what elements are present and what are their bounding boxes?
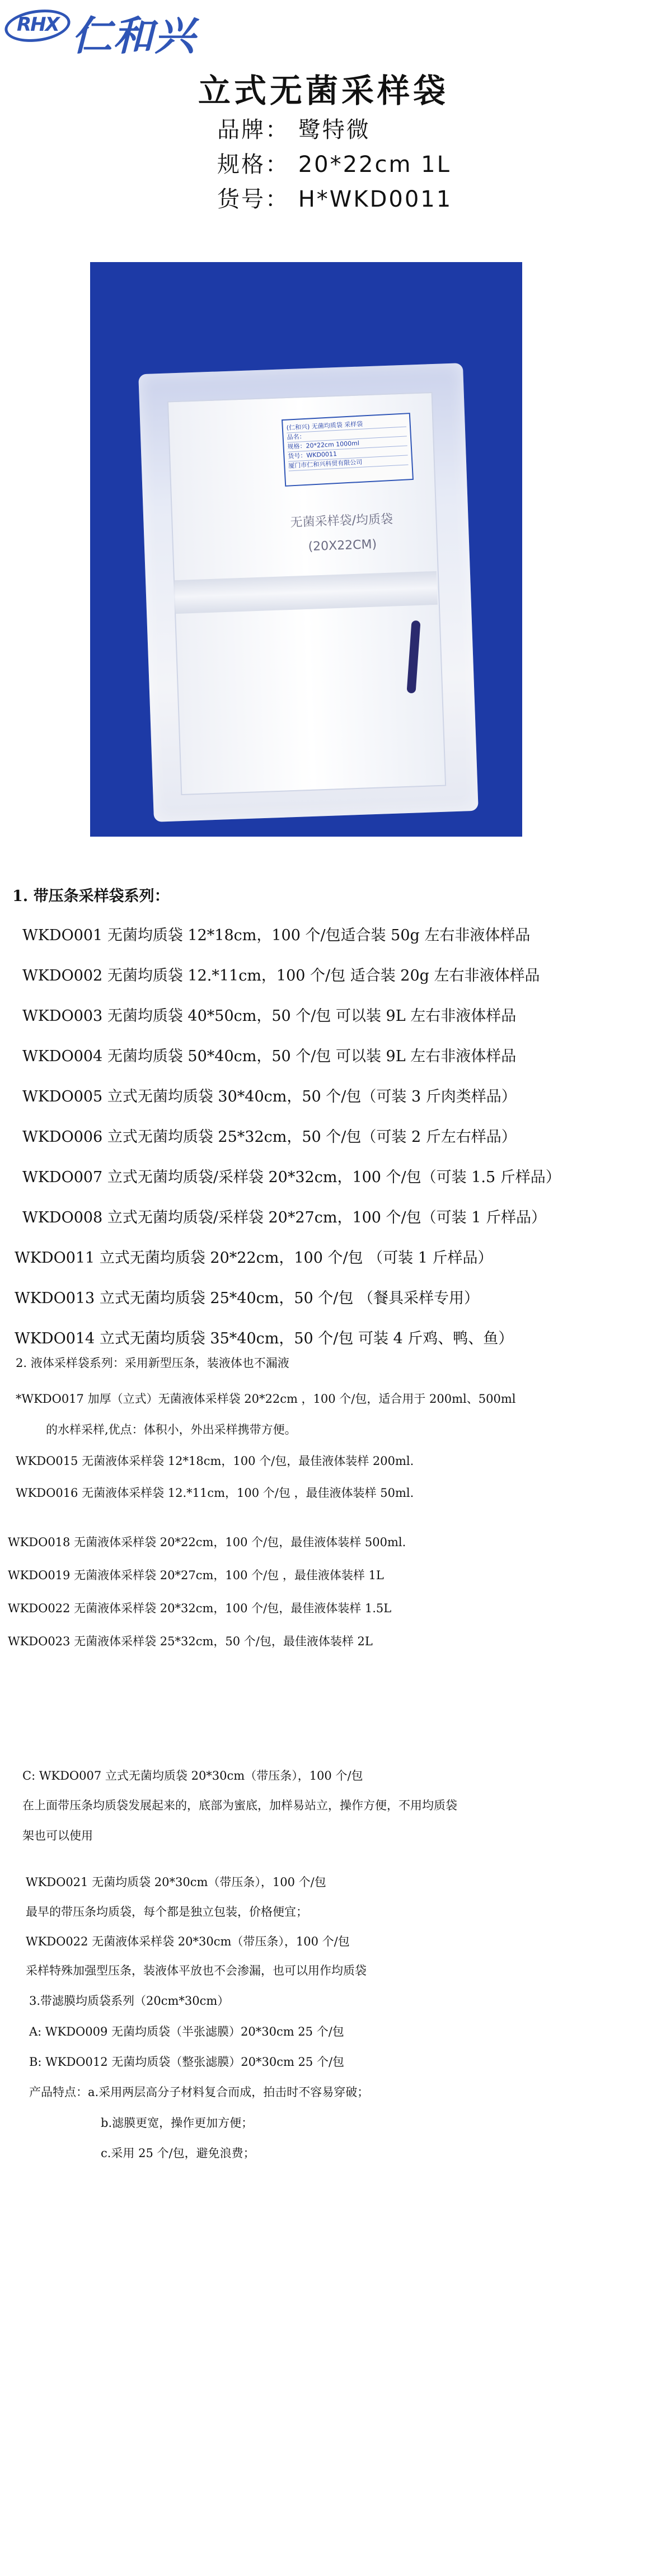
label-row: 厦门市仁和兴科贸有限公司 [288, 455, 409, 471]
features-a: 产品特点：a.采用两层高分子材料复合而成，拍击时不容易穿破； [29, 2085, 369, 2099]
bag-print-name: 无菌采样袋/均质袋 [290, 512, 393, 530]
package-label [282, 413, 414, 487]
wkdo017-line-1: *WKDO017 加厚（立式）无菌液体采样袋 20*22cm ，100 个/包，适合用于 200ml、500ml [16, 1392, 516, 1406]
company-logo [0, 0, 235, 59]
bag-print-size: (20X22CM) [308, 537, 377, 554]
label-row: 规格：20*22cm 1000ml [287, 436, 407, 452]
list-item: WKDO022 无菌液体采样袋 20*32cm，100 个/包，最佳液体装样 1.5L [8, 1602, 392, 1615]
list-item: WKDO014 立式无菌均质袋 35*40cm，50 个/包 可装 4 斤鸡、鸭、鱼） [15, 1330, 514, 1347]
page-title: 立式无菌采样袋 [198, 72, 449, 110]
features-b: b.滤膜更宽，操作更加方便； [101, 2116, 254, 2130]
c-desc-1: 在上面带压条均质袋发展起来的，底部为蜜底，加样易站立，操作方便，不用均质袋 [22, 1799, 457, 1812]
product-photo [90, 262, 522, 837]
list-item: WKDO001 无菌均质袋 12*18cm，100 个/包适合装 50g 左右非液体样品 [22, 927, 531, 944]
filter-heading: 3.带滤膜均质袋系列（20cm*30cm） [29, 1994, 229, 2008]
wkdo022-note: 采样特殊加强型压条，装液体平放也不会渗漏，也可以用作均质袋 [26, 1964, 367, 1977]
list-item: WKDO013 立式无菌均质袋 25*40cm，50 个/包 （餐具采样专用） [15, 1290, 479, 1307]
list-item: WKDO019 无菌液体采样袋 20*27cm，100 个/包 ，最佳液体装样 1L [8, 1569, 384, 1582]
label-row: (仁和兴) 无菌均质袋 采样袋 [286, 417, 406, 433]
wkdo022-line: WKDO022 无菌液体采样袋 20*30cm（带压条），100 个/包 [26, 1935, 350, 1948]
c-line: C: WKDO007 立式无菌均质袋 20*30cm（带压条），100 个/包 [22, 1769, 363, 1782]
list-item: WKDO007 立式无菌均质袋/采样袋 20*32cm，100 个/包（可装 1.5 斤样品） [22, 1169, 561, 1186]
features-c: c.采用 25 个/包，避免浪费； [101, 2146, 255, 2160]
list-item: WKDO016 无菌液体采样袋 12.*11cm，100 个/包 ，最佳液体装样 50ml. [16, 1486, 414, 1500]
logo-company-name: 仁和兴 [72, 12, 196, 59]
list-item: WKDO011 立式无菌均质袋 20*22cm，100 个/包 （可装 1 斤样品） [15, 1249, 493, 1267]
spec-line: 规格： 20*22cm 1L [217, 152, 451, 178]
section1-heading: 1. 带压条采样袋系列： [12, 888, 170, 905]
label-row: 货号：WKD0011 [288, 446, 408, 461]
list-item: WKDO004 无菌均质袋 50*40cm，50 个/包 可以装 9L 左右非液体样品 [22, 1048, 517, 1065]
list-item: WKDO023 无菌液体采样袋 25*32cm，50 个/包，最佳液体装样 2L [8, 1635, 373, 1648]
list-item: WKDO015 无菌液体采样袋 12*18cm，100 个/包，最佳液体装样 200ml. [16, 1454, 414, 1468]
wkdo021-note: 最早的带压条均质袋，每个都是独立包装，价格便宜； [26, 1905, 308, 1919]
c-desc-2: 架也可以使用 [22, 1829, 93, 1842]
brand-line: 品牌： 鹭特微 [217, 117, 371, 143]
list-item: WKDO005 立式无菌均质袋 30*40cm，50 个/包（可装 3 斤肉类样品） [22, 1088, 517, 1105]
wkdo021-line: WKDO021 无菌均质袋 20*30cm（带压条），100 个/包 [26, 1875, 326, 1889]
list-item: WKDO008 立式无菌均质袋/采样袋 20*27cm，100 个/包（可装 1 斤样品） [22, 1209, 546, 1226]
list-item: WKDO018 无菌液体采样袋 20*22cm，100 个/包，最佳液体装样 500ml. [8, 1536, 406, 1549]
item-number-line: 货号： H*WKD0011 [217, 186, 453, 212]
label-row: 品名： [287, 427, 407, 442]
section2-heading: 2. 液体采样袋系列：采用新型压条，装液体也不漏液 [16, 1356, 289, 1370]
logo-badge-text: RHX [17, 13, 59, 36]
filter-item-b: B: WKDO012 无菌均质袋（整张滤膜）20*30cm 25 个/包 [29, 2055, 345, 2069]
list-item: WKDO003 无菌均质袋 40*50cm，50 个/包 可以装 9L 左右非液体样品 [22, 1007, 517, 1025]
list-item: WKDO002 无菌均质袋 12.*11cm，100 个/包 适合装 20g 左右非液体样品 [22, 967, 540, 984]
bag-print [257, 508, 426, 556]
filter-item-a: A: WKDO009 无菌均质袋（半张滤膜）20*30cm 25 个/包 [29, 2025, 344, 2038]
wkdo017-line-2: 的水样采样,优点：体积小，外出采样携带方便。 [46, 1423, 297, 1436]
list-item: WKDO006 立式无菌均质袋 25*32cm，50 个/包（可装 2 斤左右样品） [22, 1128, 517, 1146]
